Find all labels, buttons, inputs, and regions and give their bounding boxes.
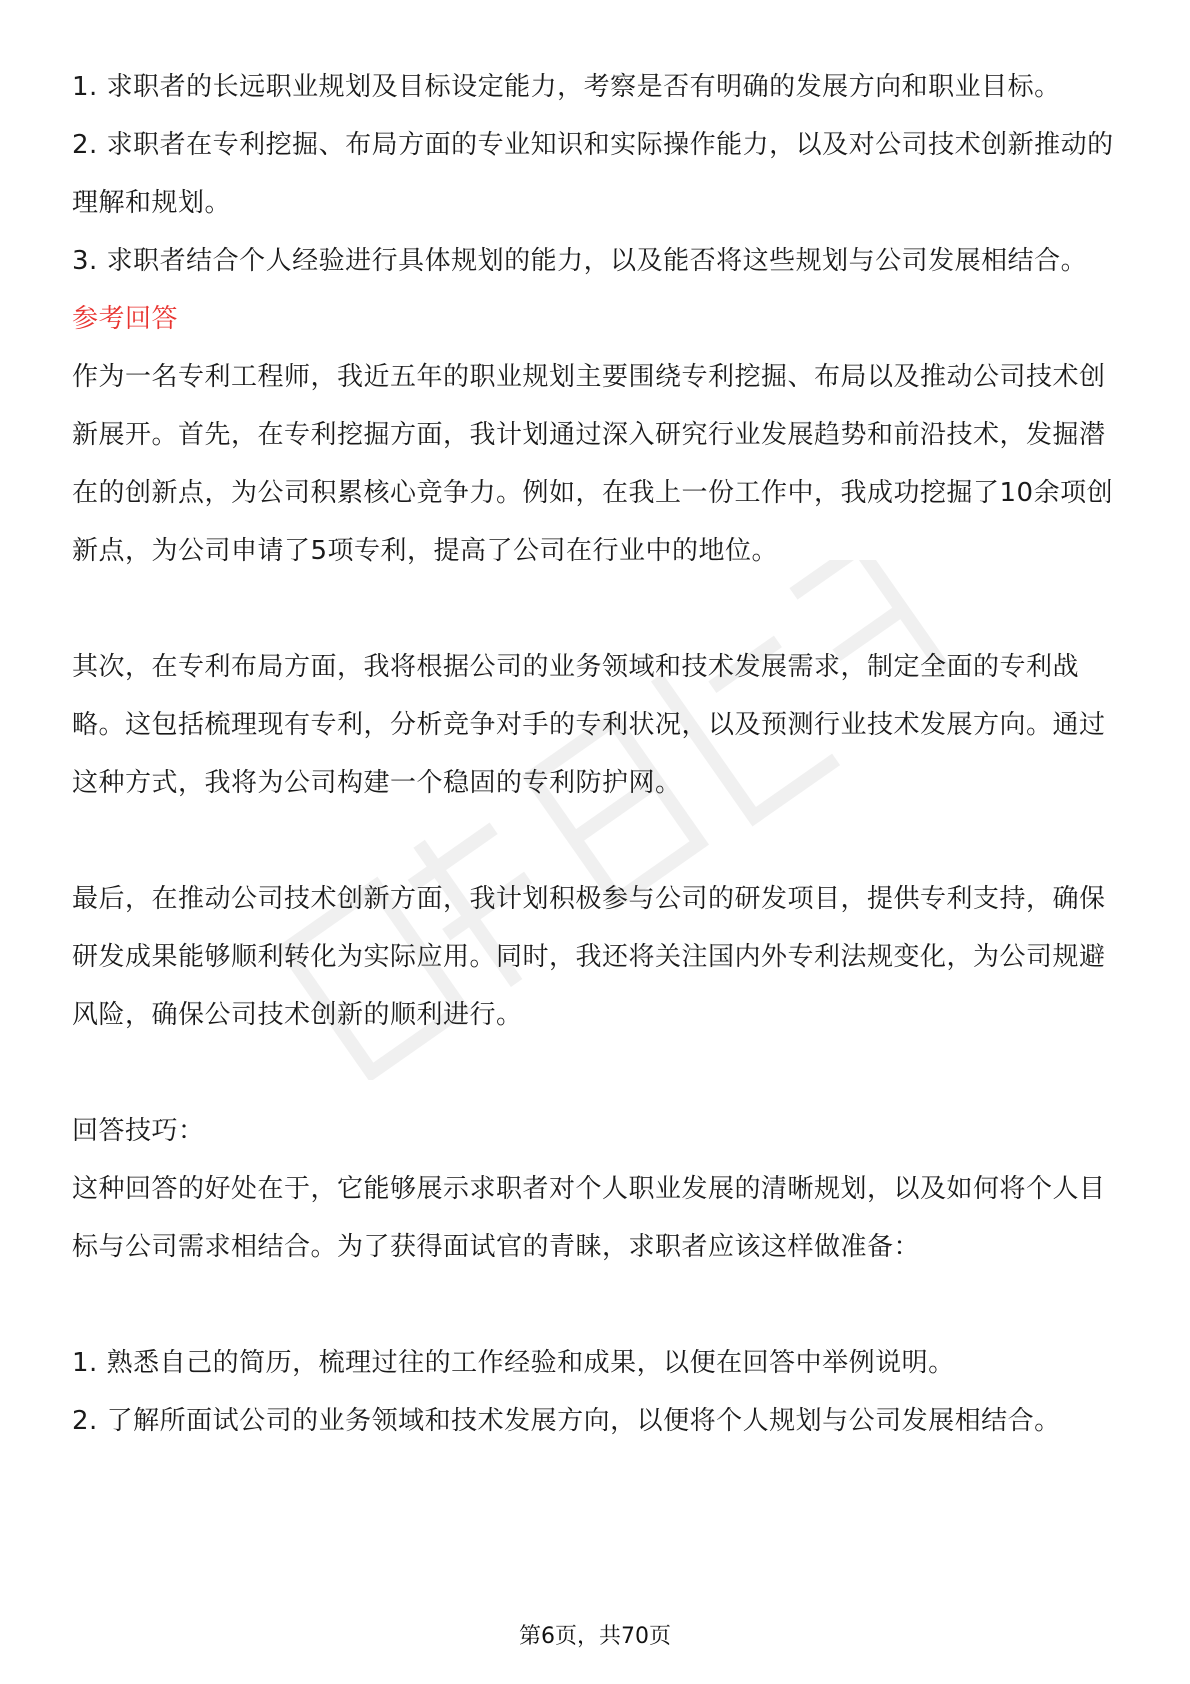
criteria-item-3: 3. 求职者结合个人经验进行具体规划的能力，以及能否将这些规划与公司发展相结合。 (72, 246, 1088, 276)
answer-paragraph-2: 其次，在专利布局方面，我将根据公司的业务领域和技术发展需求，制定全面的专利战略。这包括梳理现有专利，分析竞争对手的专利状况，以及预测行业技术发展方向。通过这种方式，我将为公司构建一个稳固的专利防护网。 (72, 652, 1106, 798)
document-body (72, 58, 1122, 1450)
paragraph-spacer (72, 812, 1122, 870)
tips-item-2: 2. 了解所面试公司的业务领域和技术发展方向，以便将个人规划与公司发展相结合。 (72, 1406, 1061, 1436)
answer-paragraph-1: 作为一名专利工程师，我近五年的职业规划主要围绕专利挖掘、布局以及推动公司技术创新展开。首先，在专利挖掘方面，我计划通过深入研究行业发展趋势和前沿技术，发掘潜在的创新点，为公司积累核心竞争力。例如，在我上一份工作中，我成功挖掘了10余项创新点，为公司申请了5项专利，提高了公司在行业中的地位。 (72, 362, 1114, 566)
paragraph-spacer (72, 1276, 1122, 1334)
criteria-item-2: 2. 求职者在专利挖掘、布局方面的专业知识和实际操作能力，以及对公司技术创新推动的理解和规划。 (72, 130, 1114, 218)
criteria-item-1: 1. 求职者的长远职业规划及目标设定能力，考察是否有明确的发展方向和职业目标。 (72, 72, 1061, 102)
tips-intro: 这种回答的好处在于，它能够展示求职者对个人职业发展的清晰规划，以及如何将个人目标与公司需求相结合。为了获得面试官的青睐，求职者应该这样做准备： (72, 1174, 1106, 1262)
tips-item-1: 1. 熟悉自己的简历，梳理过往的工作经验和成果，以便在回答中举例说明。 (72, 1348, 955, 1378)
reference-answer-title: 参考回答 (72, 304, 179, 334)
answer-paragraph-3: 最后，在推动公司技术创新方面，我计划积极参与公司的研发项目，提供专利支持，确保研发成果能够顺利转化为实际应用。同时，我还将关注国内外专利法规变化，为公司规避风险，确保公司技术创新的顺利进行。 (72, 884, 1106, 1030)
page-number: 第6页，共70页 (519, 1624, 671, 1649)
paragraph-spacer (72, 580, 1122, 638)
paragraph-spacer (72, 1044, 1122, 1102)
tips-heading: 回答技巧： (72, 1116, 205, 1146)
